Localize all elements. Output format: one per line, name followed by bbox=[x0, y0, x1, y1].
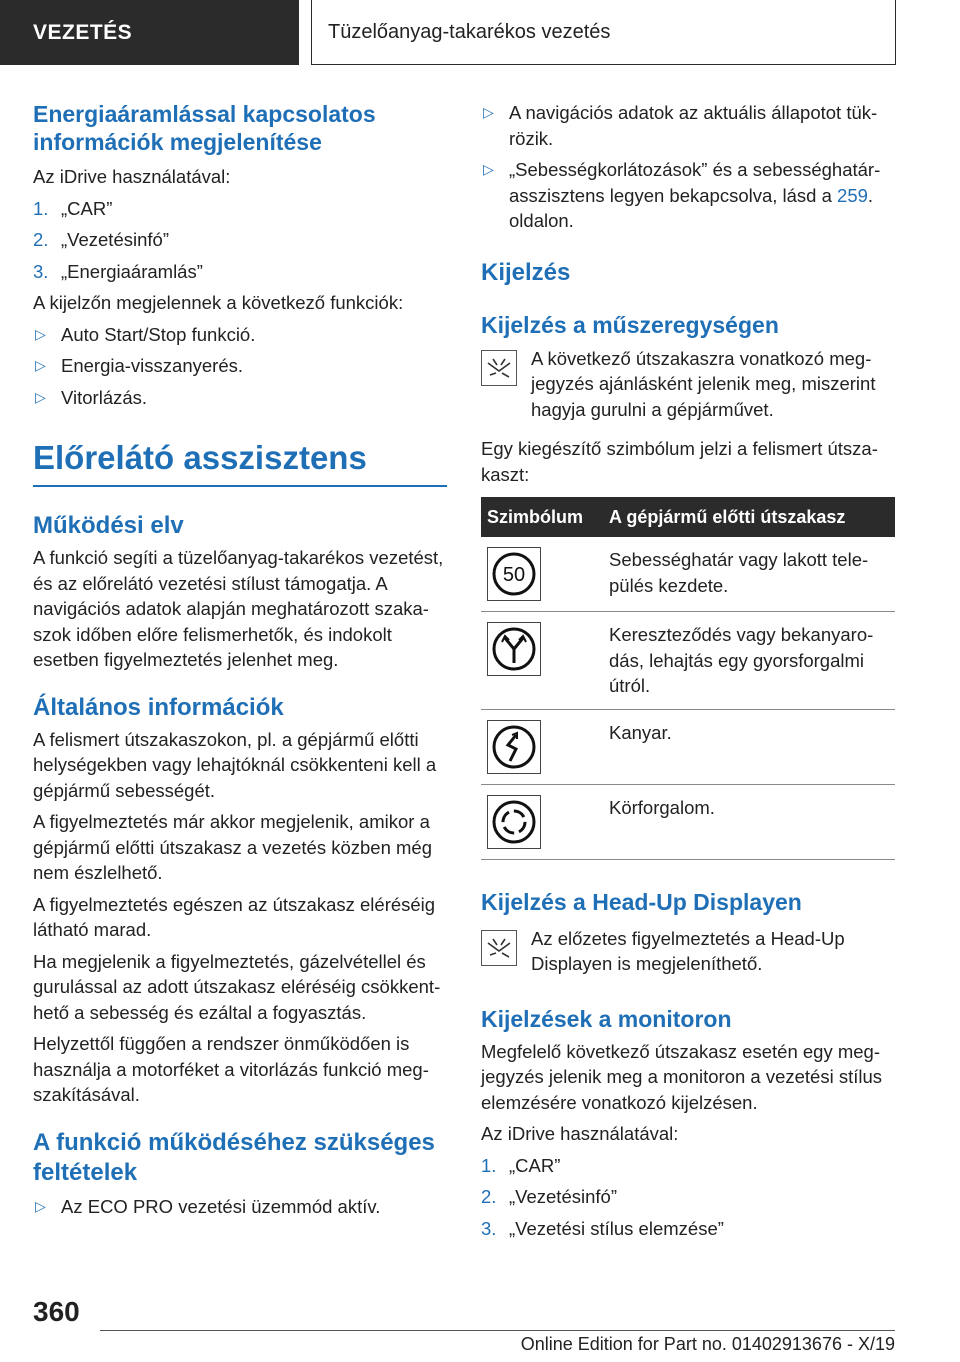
hud-heading: Kijelzés a Head-Up Displayen bbox=[481, 888, 802, 915]
table-row: Kereszteződés vagy bekanyarodás, lehajtás egy gyorsforgalmi útról. bbox=[481, 612, 895, 710]
cluster-note: A következő útszakaszra vonatkozó megjegyzés ajánlásként jelenik meg, miszerint hagyja gurulni a gépjárművet. bbox=[481, 346, 895, 423]
hud-note: Az előzetes figyelmeztetés a Head-Up Displayen is megjeleníthető. bbox=[481, 926, 895, 977]
list-item: 1. „CAR” bbox=[481, 1154, 561, 1176]
page-number: 360 bbox=[33, 1296, 80, 1327]
left-column bbox=[33, 100, 447, 1219]
list-item: ▷ Az ECO PRO vezetési üzemmód aktív. bbox=[33, 1194, 447, 1220]
monitor-text: Megfelelő következő útszakasz esetén egy megjegyzés jelenik meg a monitoron a vezetési stílus elemzésére vonatkozó kijelzésen. bbox=[481, 1040, 883, 1113]
general-paragraph: A figyelmeztetés egészen az útszakasz eléréséig látható marad. bbox=[33, 893, 436, 940]
symbol-table bbox=[481, 497, 895, 860]
general-paragraph: A felismert útszakaszokon, pl. a gépjármű előtti helységekben vagy lehajtóknál csökkenteni kell a gépjármű sebességét. bbox=[33, 728, 437, 801]
table-row: Kanyar. bbox=[481, 709, 895, 784]
list-item: ▷ „Sebességkorlátozások” és a sebességhatár-asszisztens legyen bekapcsolva, lásd a 259. oldalon. bbox=[483, 159, 881, 231]
list-item: 2. „Vezetésinfó” bbox=[481, 1186, 617, 1207]
cluster-heading: Kijelzés a műszeregységen bbox=[481, 311, 779, 338]
list-item: ▷ Auto Start/Stop funkció. bbox=[33, 322, 447, 348]
list-item: 2. „Vezetésinfó” bbox=[33, 229, 169, 250]
roundabout-icon bbox=[487, 795, 541, 849]
junction-icon bbox=[487, 622, 541, 676]
table-header: Szimbólum bbox=[481, 497, 603, 537]
note-icon bbox=[481, 350, 517, 386]
list-item: ▷ A navigációs adatok az aktuális állapotot tükrözik. bbox=[483, 102, 878, 149]
conditions-list-cont bbox=[481, 100, 895, 234]
principle-heading: Működési elv bbox=[33, 512, 184, 539]
general-heading: Általános információk bbox=[33, 693, 284, 721]
page-link[interactable]: 259 bbox=[837, 184, 868, 206]
list-item: 3. „Vezetési stílus elemzése” bbox=[481, 1217, 724, 1239]
principle-text: A funkció segíti a tüzelőanyag-takarékos vezetést, és az előrelátó vezetési stílust támogatja. A navigációs adatok alapján meghatározott szakaszok időben előre felismerhetők, és indokolt esetben figyelmeztetés jelenhet meg. bbox=[33, 547, 444, 670]
footer-edition: Online Edition for Part no. 01402913676 - X/19 bbox=[520, 1334, 895, 1354]
svg-text:50: 50 bbox=[502, 564, 526, 586]
bullet-triangle-icon: ▷ bbox=[35, 357, 46, 373]
energy-functions bbox=[33, 322, 447, 411]
energy-functions-intro: A kijelzőn megjelennek a következő funkciók: bbox=[33, 292, 404, 313]
bullet-triangle-icon: ▷ bbox=[35, 325, 46, 342]
table-header: A gépjármű előtti útszakasz bbox=[603, 497, 895, 537]
symbol-intro: Egy kiegészítő szimbólum jelzi a felismert útszakaszt: bbox=[481, 438, 878, 485]
table-row: 50 Sebességhatár vagy lakott település kezdete. bbox=[481, 537, 895, 612]
right-column bbox=[481, 100, 895, 1241]
general-paragraph: Ha megjelenik a figyelmeztetés, gázelvétellel és gurulással az adott útszakasz eléréséig csökkenthető a sebesség és ezáltal a fogyasztás. bbox=[33, 950, 441, 1023]
header-section: VEZETÉS bbox=[0, 0, 299, 65]
bullet-triangle-icon: ▷ bbox=[483, 161, 494, 177]
list-item: 1. „CAR” bbox=[33, 197, 113, 219]
energy-steps bbox=[33, 196, 447, 285]
list-item: ▷ Energia-visszanyerés. bbox=[33, 353, 447, 379]
note-icon bbox=[481, 930, 517, 966]
list-item: ▷ Vitorlázás. bbox=[33, 385, 447, 411]
display-heading: Kijelzés bbox=[481, 258, 571, 286]
monitor-intro: Az iDrive használatával: bbox=[481, 1123, 679, 1144]
heading-rule bbox=[33, 485, 447, 487]
general-paragraph: A figyelmeztetés már akkor megjelenik, amikor a gépjármű előtti útszakasz a vezetés közben még nem észlelhető. bbox=[33, 811, 432, 883]
monitor-heading: Kijelzések a monitoron bbox=[481, 1005, 732, 1032]
speed-limit-50-icon bbox=[487, 547, 541, 601]
bullet-triangle-icon: ▷ bbox=[35, 388, 46, 405]
curve-icon bbox=[487, 720, 541, 774]
bullet-triangle-icon: ▷ bbox=[483, 104, 494, 120]
table-row: Körforgalom. bbox=[481, 784, 895, 859]
header-topic: Tüzelőanyag-takarékos vezetés bbox=[311, 0, 896, 65]
main-heading: Előrelátó asszisztens bbox=[33, 439, 367, 476]
list-item: 3. „Energiaáramlás” bbox=[33, 260, 203, 282]
general-paragraph: Helyzettől függően a rendszer önműködően is használja a motorféket a vitorlázás funkció megszakításával. bbox=[33, 1033, 429, 1105]
energy-intro: Az iDrive használatával: bbox=[33, 166, 231, 187]
conditions-heading: A funkció működéséhez szükséges feltételek bbox=[33, 1128, 435, 1186]
conditions-list bbox=[33, 1194, 447, 1220]
bullet-triangle-icon: ▷ bbox=[35, 1197, 46, 1214]
monitor-steps bbox=[481, 1153, 895, 1242]
energy-heading: Energiaáramlással kapcsolatos információk megjelenítése bbox=[33, 101, 376, 155]
footer-rule bbox=[100, 1330, 895, 1331]
